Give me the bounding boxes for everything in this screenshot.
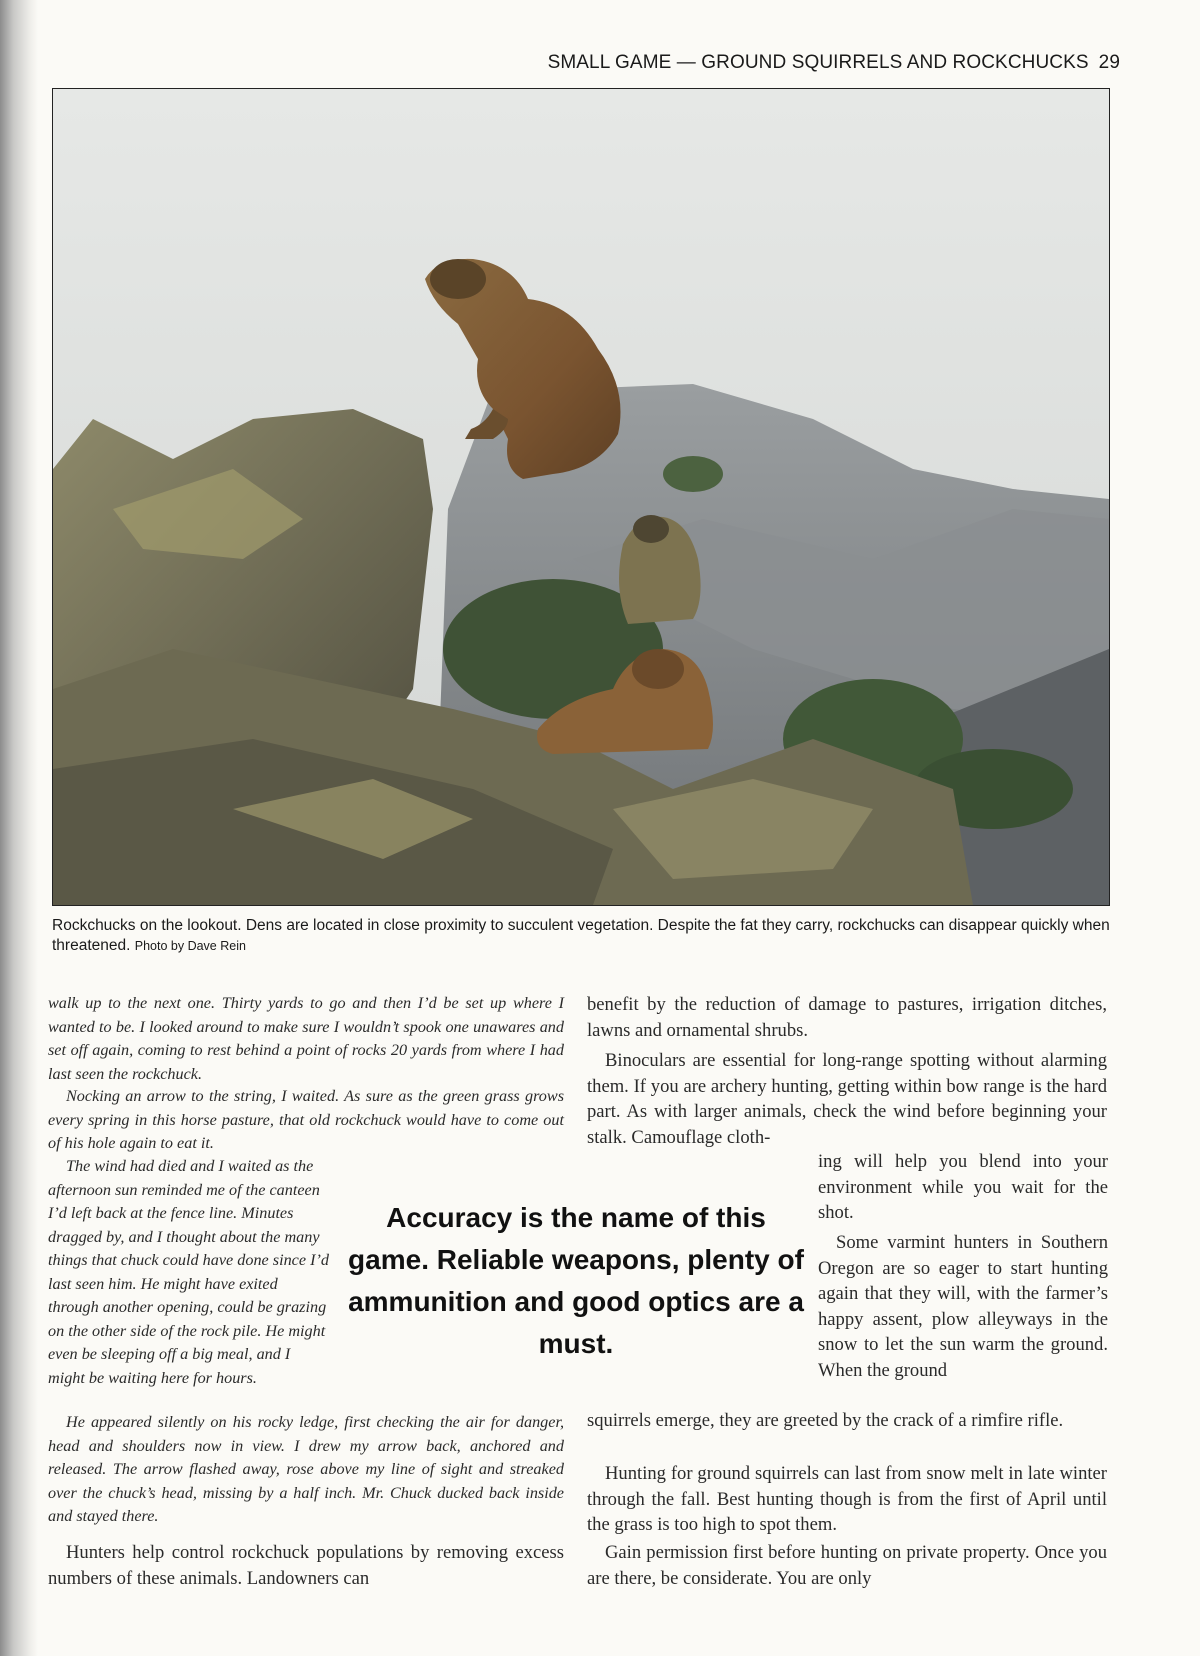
photo-caption: [52, 916, 1112, 956]
body-paragraph-right-4: Hunting for ground squirrels can last from snow melt in late winter through the fall. Best hunting though is from the first of April until the grass is too high to spot them.: [587, 1463, 1107, 1535]
photo-credit: Photo by Dave Rein: [134, 939, 246, 953]
pull-quote: Accuracy is the name of this game. Reliable weapons, plenty of ammunition and good optics are a must.: [348, 1202, 804, 1359]
body-paragraph-right-5: Gain permission first before hunting on private property. Once you are there, be considerate. You are only: [587, 1542, 1107, 1589]
running-head-title: SMALL GAME — GROUND SQUIRRELS AND ROCKCHUCKS: [547, 52, 1089, 73]
story-paragraph-1: walk up to the next one. Thirty yards to go and then I’d be set up where I wanted to be. I looked around to make sure I wouldn’t spook one unawares and set off again, coming to rest behind a point of rocks 20 yards from where I had last seen the rockchuck.: [48, 994, 564, 1083]
caption-text: Rockchucks on the lookout. Dens are located in close proximity to succulent vegetation. Despite the fat they carry, rockchucks can disappear quickly when threatened.: [52, 917, 1110, 954]
story-paragraph-2: Nocking an arrow to the string, I waited. As sure as the green grass grows every spring in this horse pasture, that old rockchuck would have to come out of his hole again to eat it.: [48, 1087, 564, 1152]
page-gutter-shadow: [0, 0, 38, 1656]
running-head: [500, 52, 1120, 74]
body-paragraph-right-2b: ing will help you blend into your environment while you wait for the shot.: [818, 1151, 1108, 1223]
body-paragraph-right-3b: squirrels emerge, they are greeted by the crack of a rimfire rifle.: [587, 1410, 1064, 1431]
page-number: 29: [1098, 52, 1120, 73]
body-paragraph-right-3a: Some varmint hunters in Southern Oregon are so eager to start hunting again that they will, with the farmer’s happy assent, plow alleyways in the snow to let the sun warm the ground. When the ground: [818, 1232, 1108, 1381]
body-paragraph-right-2a: Binoculars are essential for long-range spotting without alarming them. If you are archery hunting, getting within bow range is the hard part. As with larger animals, check the wind before beginning your stalk. Camouflage cloth-: [587, 1050, 1107, 1148]
story-paragraph-4: He appeared silently on his rocky ledge, first checking the air for danger, head and shoulders now in view. I drew my arrow back, anchored and released. The arrow flashed away, rose above my line of sight and streaked over the chuck’s head, missing by a half inch. Mr. Chuck ducked back inside and stayed there.: [48, 1413, 564, 1525]
body-paragraph-right-1: benefit by the reduction of damage to pastures, irrigation ditches, lawns and ornamental shrubs.: [587, 994, 1107, 1041]
body-paragraph-left-1: Hunters help control rockchuck populations by removing excess numbers of these animals. Landowners can: [48, 1542, 564, 1589]
story-paragraph-3: The wind had died and I waited as the afternoon sun reminded me of the canteen I’d left back at the fence line. Minutes dragged by, and I thought about the many things that chuck could have done since I’d last seen him. He might have exited through another opening, could be grazing on the other side of the rock pile. He might even be sleeping off a big meal, and I might be waiting here for hours.: [48, 1157, 329, 1387]
rockchuck-photo: [52, 88, 1110, 906]
